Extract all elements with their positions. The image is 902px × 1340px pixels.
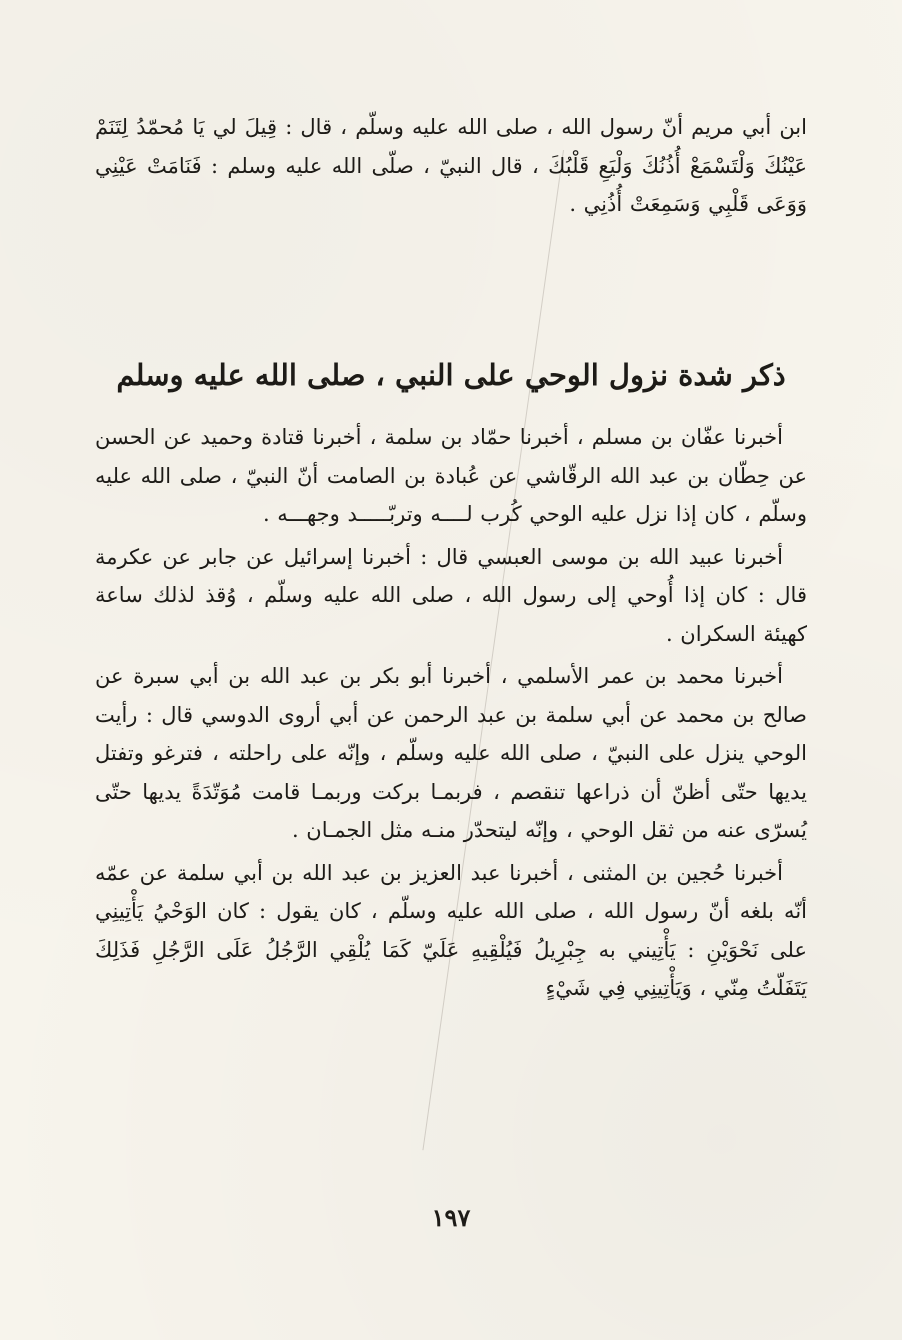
- continued-paragraph-block: [95, 108, 807, 228]
- paragraph-4: أخبرنا حُجين بن المثنى ، أخبرنا عبد العزيز بن عبد الله بن أبي سلمة عن عمّه أنّه بلغه أنّ رسول الله ، صلى الله عليه وسلّم ، كان يقول : كان الوَحْيُ يَأْتِينِي على نَحْوَيْنِ : يَأْتِيني به جِبْرِيلُ فَيُلْقِيهِ عَلَيّ كَمَا يُلْقِي الرَّجُلُ عَلَى الرَّجُلِ فَذَلِكَ يَتَفَلّتُ مِنّي ، وَيَأْتِينِي فِي شَيْءٍ: [95, 860, 807, 1000]
- chapter-heading: ذكر شدة نزول الوحي على النبي ، صلى الله عليه وسلم: [116, 358, 786, 393]
- paragraph-2: أخبرنا عبيد الله بن موسى العبسي قال : أخبرنا إسرائيل عن جابر عن عكرمة قال : كان إذا أُوحي إلى رسول الله ، صلى الله عليه وسلّم ، وُقذ لذلك ساعة كهيئة السكران .: [95, 544, 807, 646]
- body-text: [95, 418, 807, 1012]
- page-number: ١٩٧: [431, 1203, 471, 1232]
- paragraph-3: أخبرنا محمد بن عمر الأسلمي ، أخبرنا أبو بكر بن عبد الله بن أبي سبرة عن صالح بن محمد عن أبي سلمة بن عبد الرحمن عن أبي أروى الدوسي قال : رأيت الوحي ينزل على النبيّ ، صلى الله عليه وسلّم ، وإنّه على راحلته ، فترغو وتفتل يديها حتّى أظنّ أن ذراعها تنقصم ، فربمـا بركت وربمـا قامت مُوَتّدَةً يديها حتّى يُسرّى عنه من ثقل الوحي ، وإنّه ليتحدّر منـه مثل الجمـان .: [95, 664, 807, 842]
- continued-paragraph: ابن أبي مريم أنّ رسول الله ، صلى الله عليه وسلّم ، قال : قِيلَ لي يَا مُحمّدُ لِتَنَمْ عَيْنُكَ وَلْتَسْمَعْ أُذُنُكَ وَلْيَعِ قَلْبُكَ ، قال النبيّ ، صلّى الله عليه وسلم : فَنَامَتْ عَيْنِي وَوَعَى قَلْبِي وَسَمِعَتْ أُذُنِي .: [95, 115, 807, 216]
- paragraph-1: أخبرنا عفّان بن مسلم ، أخبرنا حمّاد بن سلمة ، أخبرنا قتادة وحميد عن الحسن عن حِطّان بن عبد الله الرقّاشي عن عُبادة بن الصامت أنّ النبيّ ، صلى الله عليه وسلّم ، كان إذا نزل عليه الوحي كُرب لــــه وتربّـــــد وجهـــه .: [95, 425, 807, 526]
